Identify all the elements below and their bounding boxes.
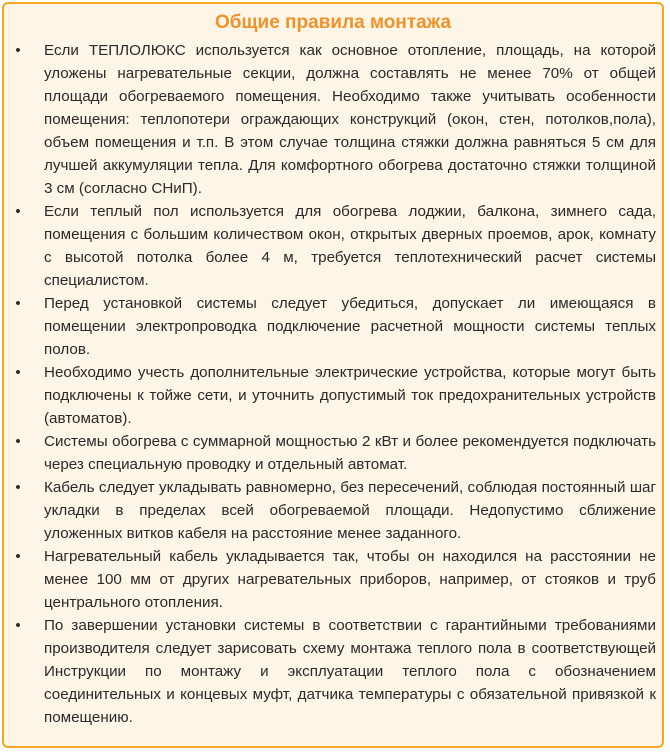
bullet-icon: • bbox=[15, 433, 21, 450]
rule-text: Если теплый пол используется для обогрева лоджии, балкона, зимнего сада, помещения с большим количеством окон, открытых дверных проемов, арок, комнату с высотой потолка более 4 м, требуется теплотехнический расчет системы специалистом. bbox=[44, 203, 656, 289]
rule-text: Необходимо учесть дополнительные электрические устройства, которые могут быть подключены к тойже сети, и уточнить допустимый ток предохранительных устройств (автоматов). bbox=[44, 364, 656, 427]
bullet-icon: • bbox=[15, 364, 21, 381]
rule-text: Системы обогрева с суммарной мощностью 2 кВт и более рекомендуется подключать через специальную проводку и отдельный автомат. bbox=[44, 433, 656, 473]
rules-card bbox=[2, 2, 664, 748]
bullet-icon: • bbox=[15, 203, 21, 220]
page-title: Общие правила монтажа bbox=[214, 12, 452, 33]
bullet-icon: • bbox=[15, 295, 21, 312]
list-item bbox=[4, 361, 656, 430]
rule-text: Кабель следует укладывать равномерно, без пересечений, соблюдая постоянный шаг укладки в пределах всей обогреваемой площади. Недопустимо сближение уложенных витков кабеля на расстояние менее заданного. bbox=[44, 479, 656, 542]
rules-list bbox=[4, 39, 662, 729]
list-item bbox=[4, 476, 656, 545]
list-item bbox=[4, 545, 656, 614]
rule-text: По завершении установки системы в соответствии с гарантийными требованиями производителя следует зарисовать схему монтажа теплого пола в соответствующей Инструкции по монтажу и эксплуатации теплого пола с обозначением соединительных и концевых муфт, датчика температуры с обязательной привязкой к помещению. bbox=[44, 617, 656, 726]
bullet-icon: • bbox=[15, 548, 21, 565]
list-item bbox=[4, 430, 656, 476]
rule-text: Перед установкой системы следует убедиться, допускает ли имеющаяся в помещении электропроводка подключение расчетной мощности системы теплых полов. bbox=[44, 295, 656, 358]
rule-text: Если ТЕПЛОЛЮКС используется как основное отопление, площадь, на которой уложены нагревательные секции, должна составлять не менее 70% от общей площади обогреваемого помещения. Необходимо также учитывать особенности помещения: теплопотери ограждающих конструкций (окон, стен, потолков,пола), объем помещения и т.п. В этом случае толщина стяжки должна равняться 5 см для лучшей аккумуляции тепла. Для комфортного обогрева достаточно стяжки толщиной 3 см (согласно СНиП). bbox=[44, 42, 656, 197]
list-item bbox=[4, 292, 656, 361]
bullet-icon: • bbox=[15, 479, 21, 496]
bullet-icon: • bbox=[15, 617, 21, 634]
list-item bbox=[4, 614, 656, 729]
list-item bbox=[4, 39, 656, 200]
list-item bbox=[4, 200, 656, 292]
rule-text: Нагревательный кабель укладывается так, чтобы он находился на расстоянии не менее 100 мм от других нагревательных приборов, например, от стояков и труб центрального отопления. bbox=[44, 548, 656, 611]
bullet-icon: • bbox=[15, 42, 21, 59]
